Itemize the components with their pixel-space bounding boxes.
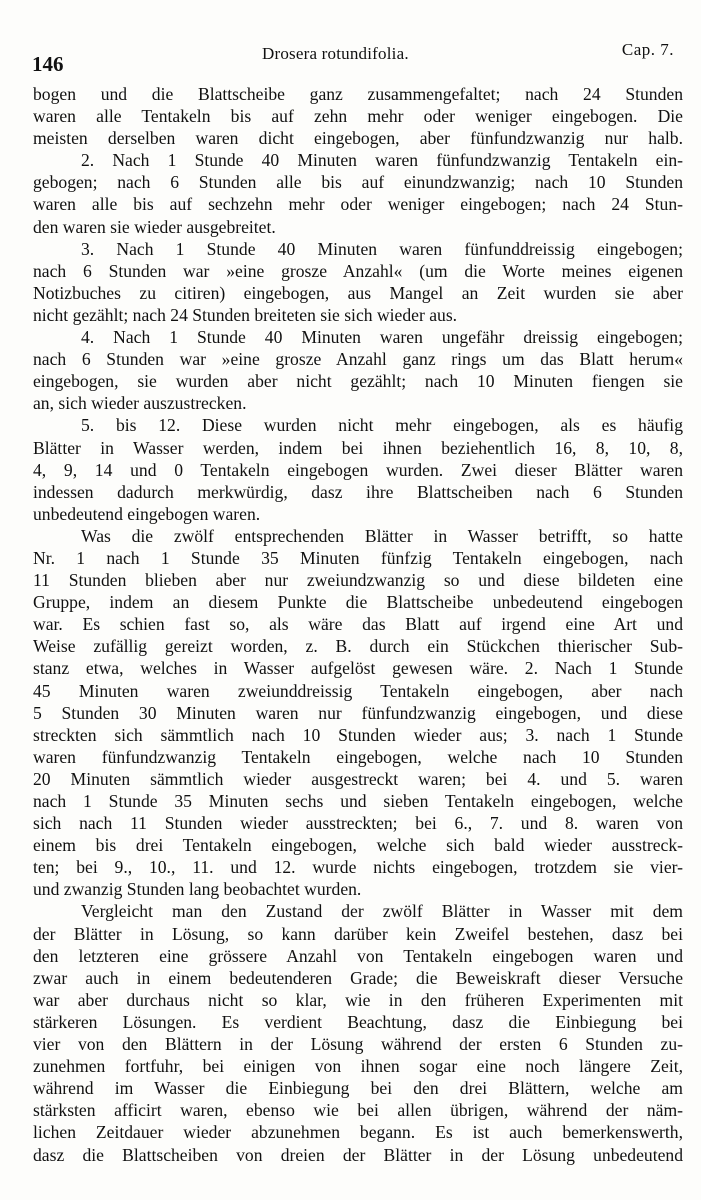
text-line: 11 Stunden blieben aber nur zweiundzwanzig so und diese bildeten eine [33, 570, 683, 591]
text-line: Notizbuches zu citiren) eingebogen, aus Mangel an Zeit wurden sie aber [33, 282, 683, 303]
text-line: bogen und die Blattscheibe ganz zusammengefaltet; nach 24 Stunden [33, 84, 683, 104]
page-number: 146 [32, 52, 64, 76]
text-line: während im Wasser die Einbiegung bei den drei Blättern, welche am [33, 1078, 683, 1099]
text-line: 4, 9, 14 und 0 Tentakeln eingebogen wurden. Zwei dieser Blätter waren [33, 459, 683, 480]
text-line: unbedeutend eingebogen waren. [33, 503, 261, 524]
text-line: nach 1 Stunde 35 Minuten sechs und sieben Tentakeln eingebogen, welche [33, 791, 683, 811]
text-line: 45 Minuten waren zweiunddreissig Tentakeln eingebogen, aber nach [33, 680, 683, 701]
text-line: zwar auch in einem bedeutenderen Grade; die Beweiskraft dieser Versuche [33, 967, 683, 988]
text-line: Vergleicht man den Zustand der zwölf Blätter in Wasser mit dem [81, 901, 683, 922]
text-line: vier von den Blättern in der Lösung während der ersten 6 Stunden zu- [33, 1034, 683, 1055]
text-line: den letzteren eine grössere Anzahl von Tentakeln eingebogen waren und [33, 945, 683, 966]
page-header [30, 40, 680, 76]
text-line: indessen dadurch merkwürdig, dasz ihre Blattscheiben nach 6 Stunden [33, 481, 683, 502]
text-line: der Blätter in Lösung, so kann darüber kein Zweifel bestehen, dasz bei [33, 923, 683, 944]
text-line: sich nach 11 Stunden wieder ausstreckten; bei 6., 7. und 8. waren von [33, 813, 683, 834]
text-line: 3. Nach 1 Stunde 40 Minuten waren fünfunddreissig eingebogen; [81, 238, 683, 259]
text-line: einem bis drei Tentakeln eingebogen, welche sich bald wieder ausstreck- [33, 835, 683, 856]
text-line: Weise zufällig gereizt worden, z. B. durch ein Stückchen thierischer Sub- [33, 636, 683, 657]
text-line: 5 Stunden 30 Minuten waren nur fünfundzwanzig eingebogen, und diese [33, 702, 683, 723]
text-line: meisten derselben waren dicht eingebogen, aber fünfundzwanzig nur halb. [33, 128, 683, 149]
text-line: waren fünfundzwanzig Tentakeln eingebogen, welche nach 10 Stunden [33, 746, 683, 767]
text-line: Blätter in Wasser werden, indem bei ihnen beziehentlich 16, 8, 10, 8, [33, 437, 683, 458]
text-line: den waren sie wieder ausgebreitet. [33, 216, 276, 237]
text-line: dasz die Blattscheiben von dreien der Blätter in der Lösung unbedeutend [33, 1144, 683, 1165]
text-line: eingebogen, sie wurden aber nicht gezählt; nach 10 Minuten fiengen sie [33, 371, 683, 392]
text-line: streckten sich sämmtlich nach 10 Stunden wieder aus; 3. nach 1 Stunde [33, 724, 683, 745]
text-line: nach 6 Stunden war »eine grosze Anzahl« (um die Worte meines eigenen [33, 260, 683, 281]
text-line: waren alle bis auf sechzehn mehr oder weniger eingebogen; nach 24 Stun- [33, 194, 683, 215]
text-line: gebogen; nach 6 Stunden alle bis auf einundzwanzig; nach 10 Stunden [33, 172, 683, 193]
text-line: an, sich wieder auszustrecken. [33, 393, 247, 414]
text-line: 2. Nach 1 Stunde 40 Minuten waren fünfundzwanzig Tentakeln ein- [81, 150, 683, 171]
text-line: stanz etwa, welches in Wasser aufgelöst gewesen wäre. 2. Nach 1 Stunde [33, 658, 683, 679]
text-line: ten; bei 9., 10., 11. und 12. wurde nichts eingebogen, trotzdem sie vier- [33, 857, 683, 878]
text-line: und zwanzig Stunden lang beobachtet wurden. [33, 879, 362, 900]
text-line: nicht gezählt; nach 24 Stunden breiteten sie sich wieder aus. [33, 304, 458, 325]
running-title: Drosera rotundifolia. [262, 44, 409, 63]
text-line: nach 6 Stunden war »eine grosze Anzahl ganz rings um das Blatt herum« [33, 349, 683, 370]
text-line: 20 Minuten sämmtlich wieder ausgestreckt waren; bei 4. und 5. waren [33, 768, 683, 789]
text-line: waren alle Tentakeln bis auf zehn mehr oder weniger eingebogen. Die [33, 106, 683, 127]
body-text [33, 83, 683, 1166]
text-line: stärksten afficirt waren, ebenso wie bei allen übrigen, während der näm- [33, 1100, 683, 1121]
text-line: lichen Zeitdauer wieder abzunehmen begann. Es ist auch bemerkenswerth, [33, 1122, 683, 1143]
text-line: 4. Nach 1 Stunde 40 Minuten waren ungefähr dreissig eingebogen; [81, 327, 683, 348]
text-line: Gruppe, indem an diesem Punkte die Blattscheibe unbedeutend eingebogen [33, 592, 683, 613]
text-line: war aber durchaus nicht so klar, wie in den früheren Experimenten mit [33, 989, 683, 1010]
text-line: Nr. 1 nach 1 Stunde 35 Minuten fünfzig Tentakeln eingebogen, nach [33, 547, 683, 568]
text-line: war. Es schien fast so, als wäre das Blatt auf irgend eine Art und [33, 614, 683, 635]
text-line: Was die zwölf entsprechenden Blätter in Wasser betrifft, so hatte [81, 525, 683, 546]
text-line: 5. bis 12. Diese wurden nicht mehr eingebogen, als es häufig [81, 415, 683, 436]
text-line: stärkeren Lösungen. Es verdient Beachtung, dasz die Einbiegung bei [33, 1011, 683, 1032]
text-line: zunehmen fortfuhr, bei einigen von ihnen sogar eine noch längere Zeit, [33, 1056, 683, 1077]
chapter-label: Cap. 7. [621, 40, 674, 59]
